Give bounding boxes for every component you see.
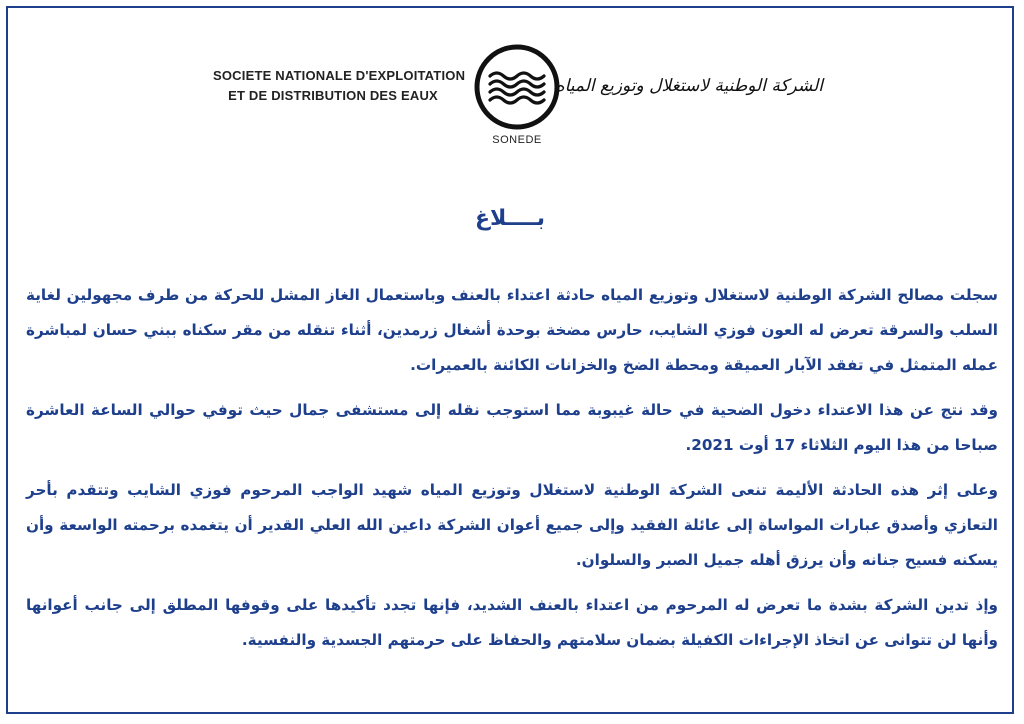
company-name-french xyxy=(213,66,466,106)
water-waves-circle-icon xyxy=(472,42,562,132)
company-name-french-line1: SOCIETE NATIONALE D'EXPLOITATION xyxy=(213,68,466,83)
letterhead xyxy=(8,36,1012,156)
paragraph-4: وإذ تدين الشركة بشدة ما تعرض له المرحوم من اعتداء بالعنف الشديد، فإنها تجدد تأكيدها على وقوفها المطلق إلى جانب أعوانها وأنها لن تتوانى عن اتخاذ الإجراءات الكفيلة بضمان سلامتهم والحفاظ على حرمتهم الجسدية والنفسية. xyxy=(26,596,998,649)
sonede-logo xyxy=(472,42,562,152)
document-frame xyxy=(6,6,1014,714)
paragraph-3: وعلى إثر هذه الحادثة الأليمة تنعى الشركة الوطنية لاستغلال وتوزيع المياه شهيد الواجب المرحوم فوزي الشايب وتتقدم بأحر التعازي وأصدق عبارات المواساة إلى عائلة الفقيد وإلى جميع أعوان الشركة داعين الله العلي القدير أن يتغمده برحمته الواسعة وأن يسكنه فسيح جنانه وأن يرزق أهله جميل الصبر والسلوان. xyxy=(26,481,998,569)
company-name-french-line2: ET DE DISTRIBUTION DES EAUX xyxy=(228,88,438,103)
communique-title: بــــلاغ xyxy=(474,206,546,231)
paragraph-1: سجلت مصالح الشركة الوطنية لاستغلال وتوزيع المياه حادثة اعتداء بالعنف وباستعمال الغاز المشل للحركة من طرف مجهولين لغاية السلب والسرقة تعرض له العون فوزي الشايب، حارس مضخة بوحدة أشغال زرمدين، أثناء تنقله من مقر سكناه ببني حسان لمباشرة عمله المتمثل في تفقد الآبار العميقة ومحطة الضخ والخزانات الكائنة بالعميرات. xyxy=(26,286,998,374)
company-name-arabic: الشركة الوطنية لاستغلال وتوزيع المياه xyxy=(555,76,823,96)
paragraph-2: وقد نتج عن هذا الاعتداء دخول الضحية في حالة غيبوبة مما استوجب نقله إلى مستشفى جمال حيث توفي حوالي الساعة العاشرة صباحا من هذا اليوم الثلاثاء 17 أوت 2021. xyxy=(26,401,998,454)
logo-text: SONEDE xyxy=(492,134,542,146)
communique-body xyxy=(26,278,998,668)
